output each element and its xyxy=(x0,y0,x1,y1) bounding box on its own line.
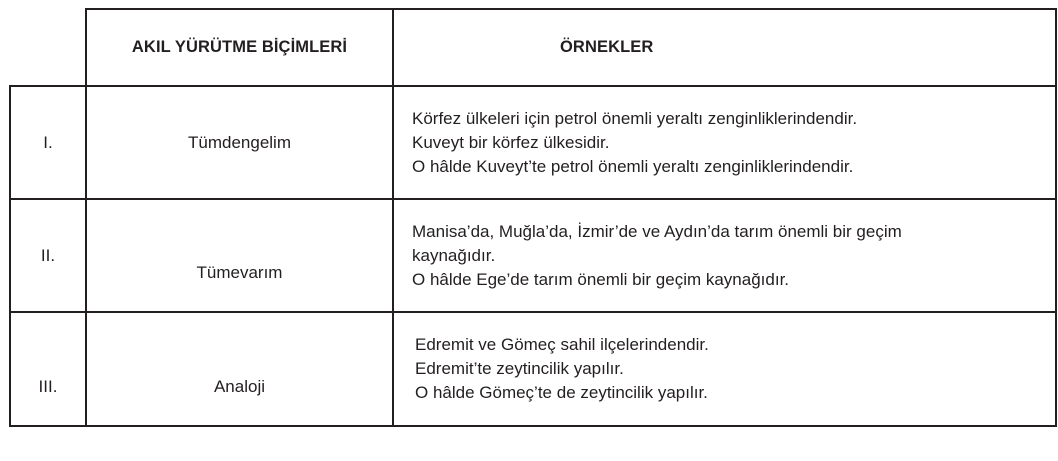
row-number: II. xyxy=(40,245,56,265)
row-method: Tümevarım xyxy=(196,262,283,282)
example-line: Manisa’da, Muğla’da, İzmir’de ve Aydın’da tarım önemli bir geçim xyxy=(412,221,902,241)
example-line: Kuveyt bir körfez ülkesidir. xyxy=(412,132,610,152)
row-method: Analoji xyxy=(213,377,266,396)
example-line: Körfez ülkeleri için petrol önemli yeraltı zenginliklerindendir. xyxy=(412,108,858,128)
row-number: I. xyxy=(43,132,53,152)
table-border-right xyxy=(1055,8,1057,427)
row-method: Tümdengelim xyxy=(188,132,291,152)
method-column-divider xyxy=(392,8,394,427)
row-number: III. xyxy=(38,377,58,396)
example-line: O hâlde Ege’de tarım önemli bir geçim kaynağıdır. xyxy=(412,269,790,289)
example-line: kaynağıdır. xyxy=(412,245,496,265)
row-examples xyxy=(412,87,1052,198)
example-line: O hâlde Gömeç’te de zeytincilik yapılır. xyxy=(415,383,708,402)
header-method-label: AKIL YÜRÜTME BİÇİMLERİ xyxy=(131,38,348,56)
row-examples xyxy=(412,200,1052,311)
example-line: O hâlde Kuveyt’te petrol önemli yeraltı zenginliklerindendir. xyxy=(412,156,854,176)
row-examples xyxy=(415,313,1052,425)
header-examples-label: ÖRNEKLER xyxy=(560,38,654,56)
header-method xyxy=(87,10,392,85)
header-examples xyxy=(560,10,760,85)
example-line: Edremit ve Gömeç sahil ilçelerindendir. xyxy=(415,335,709,354)
example-line: Edremit’te zeytincilik yapılır. xyxy=(415,359,624,378)
